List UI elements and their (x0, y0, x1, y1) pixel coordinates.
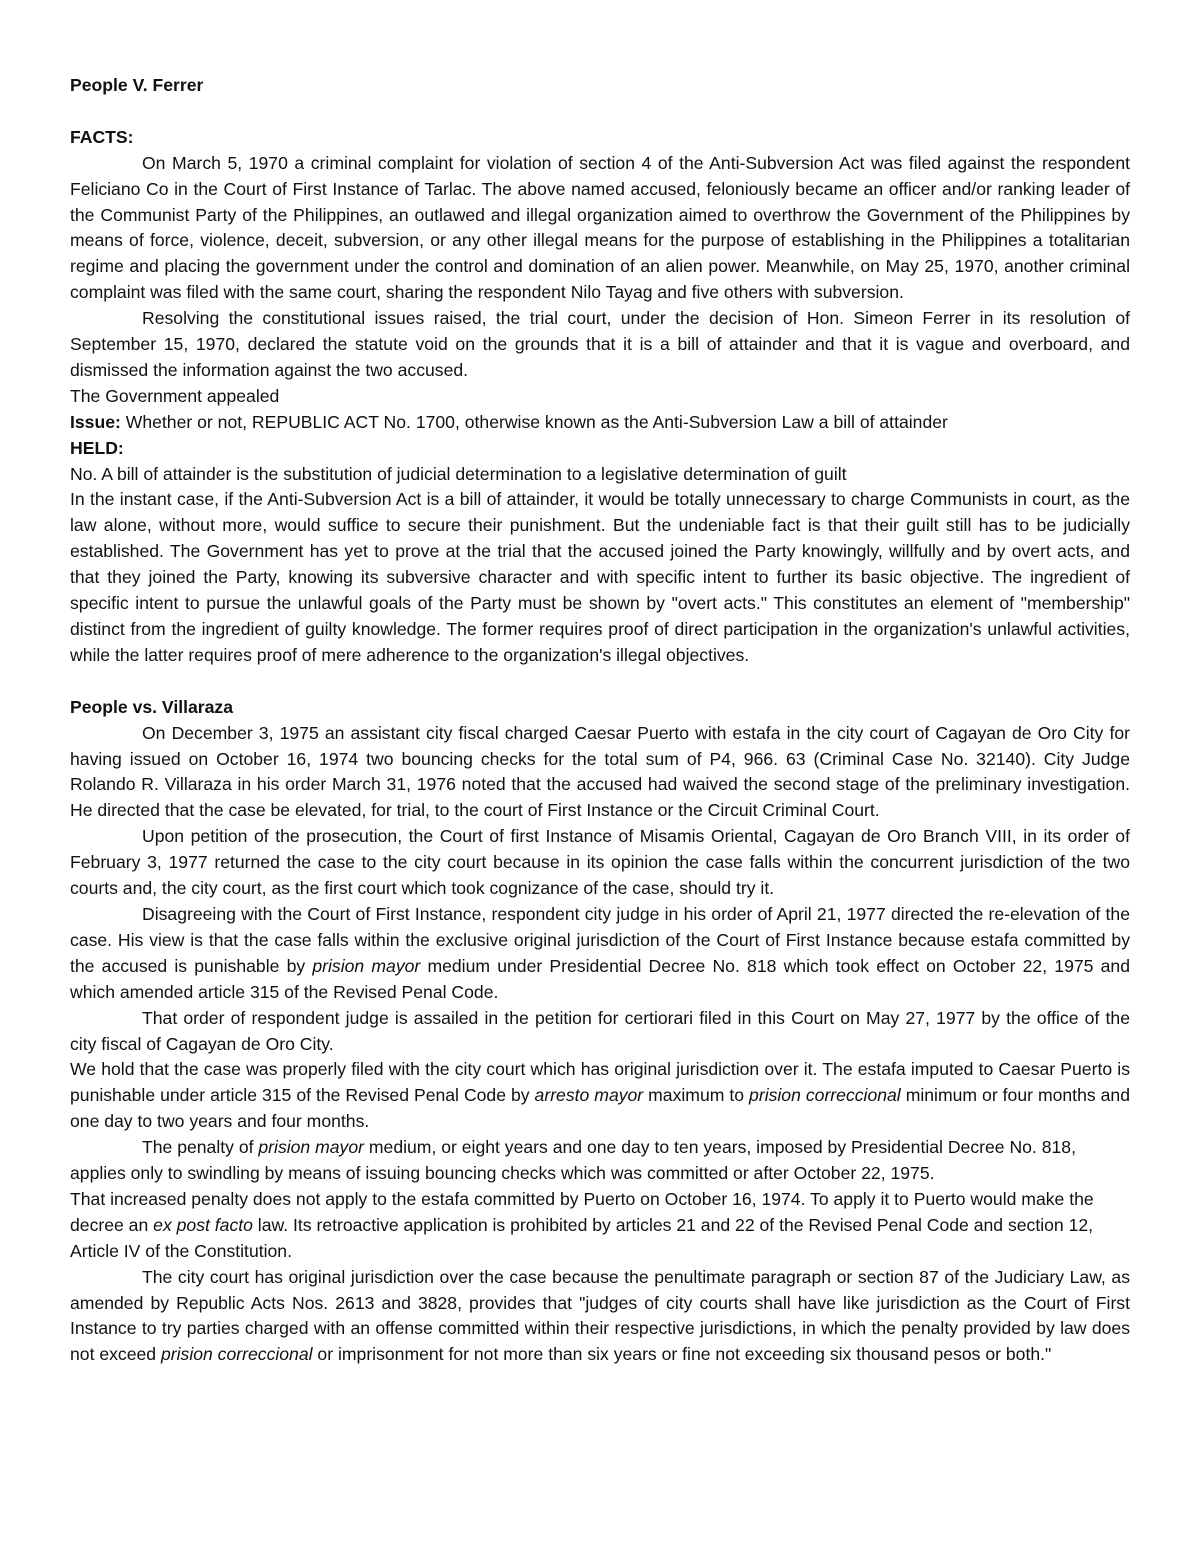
italic-term: prision correccional (160, 1344, 313, 1365)
held-heading: HELD: (70, 437, 124, 458)
text-run: maximum to (643, 1085, 750, 1106)
issue-text: Whether or not, REPUBLIC ACT No. 1700, otherwise known as the Anti-Subversion Law a bill of attainder (120, 411, 948, 432)
italic-term: prision correccional (749, 1085, 901, 1106)
case-title-villaraza: People vs. Villaraza (70, 696, 233, 717)
held-paragraph: In the instant case, if the Anti-Subversion Act is a bill of attainder, it would be totally unnecessary to charge Communists in court, as the law alone, without more, would suffice to secure their punishment. But the undeniable fact is that their guilt still has to be judicially established. The Government has yet to prove at the trial that the accused joined the Party knowingly, willfully and by overt acts, and that they joined the Party, knowing its subversive character and with specific intent to further its basic objective. The ingredient of specific intent to pursue the unlawful goals of the Party must be shown by "overt acts." This constitutes an element of "membership" distinct from the ingredient of guilty knowledge. The former requires proof of direct participation in the organization's unlawful activities, while the latter requires proof of mere adherence to the organization's illegal objectives. (70, 489, 1130, 665)
body-paragraph (70, 1135, 1130, 1187)
body-paragraph (70, 1187, 1130, 1265)
italic-term: arresto mayor (534, 1085, 644, 1106)
italic-term: prision mayor (258, 1137, 364, 1158)
spacer (70, 99, 1130, 125)
issue-line (70, 410, 1130, 436)
held-paragraph: No. A bill of attainder is the substitution of judicial determination to a legislative determination of guilt (70, 463, 847, 484)
facts-paragraph: On March 5, 1970 a criminal complaint for violation of section 4 of the Anti-Subversion Act was filed against the respondent Feliciano Co in the Court of First Instance of Tarlac. The above named accused, feloniously became an officer and/or ranking leader of the Communist Party of the Philippines, an outlawed and illegal organization aimed to overthrow the Government of the Philippines by means of force, violence, deceit, subversion, or any other illegal means for the purpose of establishing in the Philippines a totalitarian regime and placing the government under the control and domination of an alien power. Meanwhile, on May 25, 1970, another criminal complaint was filed with the same court, sharing the respondent Nilo Tayag and five others with subversion. (70, 152, 1130, 303)
body-paragraph: Upon petition of the prosecution, the Court of first Instance of Misamis Oriental, Cagayan de Oro Branch VIII, in its order of February 3, 1977 returned the case to the city court because in its opinion the case falls within the concurrent jurisdiction of the two courts and, the city court, as the first court which took cognizance of the case, should try it. (70, 826, 1130, 899)
italic-term: ex post facto (153, 1214, 253, 1235)
facts-paragraph: Resolving the constitutional issues raised, the trial court, under the decision of Hon. Simeon Ferrer in its resolution of September 15, 1970, declared the statute void on the grounds that it is a bill of attainder and that it is vague and overboard, and dismissed the information against the two accused. (70, 308, 1130, 380)
text-run: The city court has original jurisdiction over the case because the penultimate paragraph or section 87 of the Judiciary Law, as amended by Republic Acts Nos. 2613 and 3828, provides that "judges of city courts shall have like jurisdiction as the Court of First Instance to try parties charged with an offense committed within their respective jurisdictions, in which the penalty provided by law does not exceed (70, 1266, 1130, 1365)
text-run: The penalty of (142, 1137, 259, 1158)
appeal-line: The Government appealed (70, 385, 280, 406)
body-paragraph (70, 902, 1130, 1006)
issue-label: Issue: (70, 411, 121, 432)
spacer (70, 669, 1130, 695)
text-run: law. Its retroactive application is prohibited by articles 21 and 22 of the Revised Penal Code and section 12, Article IV of the Constitution. (70, 1214, 1094, 1261)
facts-heading: FACTS: (70, 126, 134, 147)
body-paragraph (70, 1057, 1130, 1135)
body-paragraph: On December 3, 1975 an assistant city fiscal charged Caesar Puerto with estafa in the city court of Cagayan de Oro City for having issued on October 16, 1974 two bouncing checks for the total sum of P4, 966. 63 (Criminal Case No. 32140). City Judge Rolando R. Villaraza in his order March 31, 1976 noted that the accused had waived the second stage of the preliminary investigation. He directed that the case be elevated, for trial, to the court of First Instance or the Circuit Criminal Court. (70, 722, 1130, 821)
italic-term: prision mayor (312, 955, 421, 976)
text-run: medium, or eight years and one day to ten years, imposed by Presidential Decree No. 818, applies only to swindling by means of issuing bouncing checks which was committed or after October 22, 1975. (70, 1137, 1076, 1184)
body-paragraph: That order of respondent judge is assailed in the petition for certiorari filed in this Court on May 27, 1977 by the office of the city fiscal of Cagayan de Oro City. (70, 1007, 1130, 1054)
case-title-ferrer: People V. Ferrer (70, 75, 204, 95)
text-run: That increased penalty does not apply to the estafa committed by Puerto on October 16, 1974. To apply it to Puerto would make the decree an (70, 1188, 1094, 1235)
text-run: or imprisonment for not more than six years or fine not exceeding six thousand pesos or both." (312, 1344, 1052, 1365)
document-page (70, 73, 1130, 1368)
body-paragraph (70, 1265, 1130, 1369)
text-run: We hold that the case was properly filed with the city court which has original jurisdiction over it. The estafa imputed to Caesar Puerto is punishable under article 315 of the Revised Penal Code by (70, 1059, 1130, 1106)
text-run: minimum or four months and one day to two years and four months. (70, 1085, 1130, 1132)
text-run: medium under Presidential Decree No. 818 which took effect on October 22, 1975 and which amended article 315 of the Revised Penal Code. (70, 955, 1130, 1002)
text-run: Disagreeing with the Court of First Instance, respondent city judge in his order of April 21, 1977 directed the re-elevation of the case. His view is that the case falls within the exclusive original jurisdiction of the Court of First Instance because estafa committed by the accused is punishable by (70, 903, 1130, 976)
